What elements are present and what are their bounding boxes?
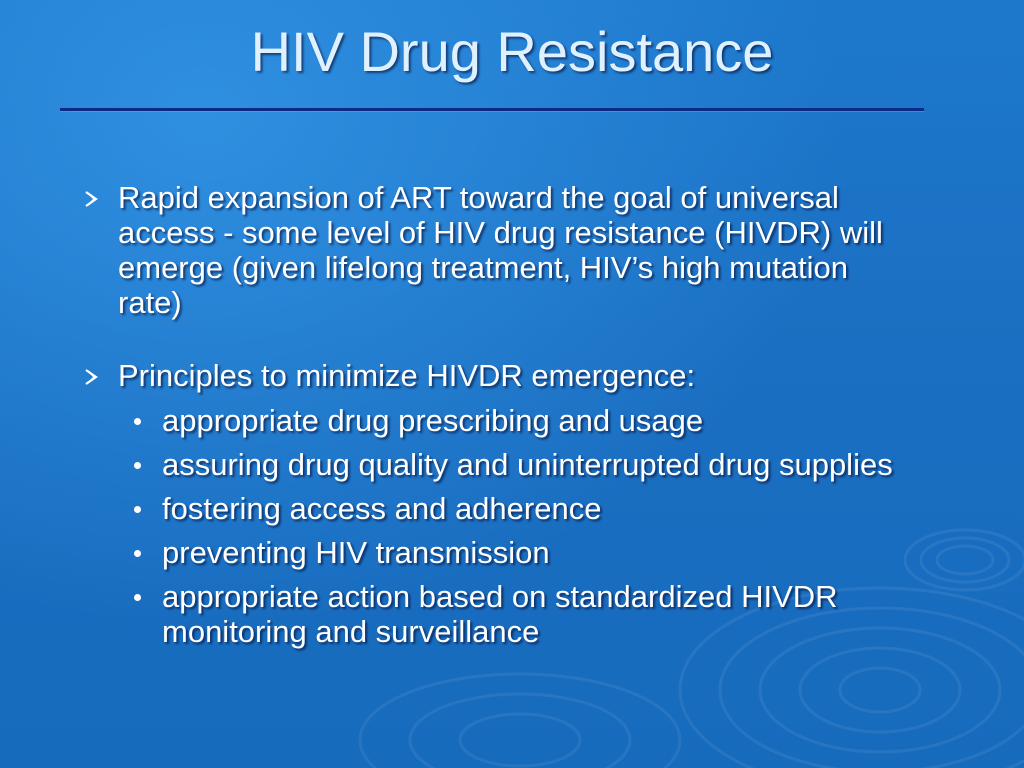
chevron-right-icon xyxy=(82,189,102,209)
principles-list xyxy=(118,403,920,649)
dot-icon xyxy=(134,550,141,557)
chevron-right-icon xyxy=(82,367,102,387)
principle-text: appropriate action based on standardized HIVDR monitoring and surveillance xyxy=(162,579,838,649)
bullet-text: Rapid expansion of ART toward the goal of universal access - some level of HIV drug resistance (HIVDR) will emerge (given lifelong treatment, HIV’s high mutation rate) xyxy=(118,180,883,320)
bullet-art-expansion xyxy=(80,180,920,320)
principle-text: preventing HIV transmission xyxy=(162,535,550,570)
dot-icon xyxy=(134,506,141,513)
principle-item xyxy=(118,447,920,482)
slide-content xyxy=(80,180,920,658)
principle-text: appropriate drug prescribing and usage xyxy=(162,403,704,438)
principle-text: fostering access and adherence xyxy=(162,491,602,526)
bullet-principles xyxy=(80,358,920,649)
dot-icon xyxy=(134,594,141,601)
principle-item xyxy=(118,579,920,649)
principle-item xyxy=(118,491,920,526)
principle-item xyxy=(118,535,920,570)
title-divider xyxy=(60,108,924,111)
principle-item xyxy=(118,403,920,438)
bullet-text: Principles to minimize HIVDR emergence: xyxy=(118,358,696,393)
dot-icon xyxy=(134,462,141,469)
dot-icon xyxy=(134,418,141,425)
slide-title: HIV Drug Resistance xyxy=(250,20,774,83)
principle-text: assuring drug quality and uninterrupted drug supplies xyxy=(162,447,893,482)
